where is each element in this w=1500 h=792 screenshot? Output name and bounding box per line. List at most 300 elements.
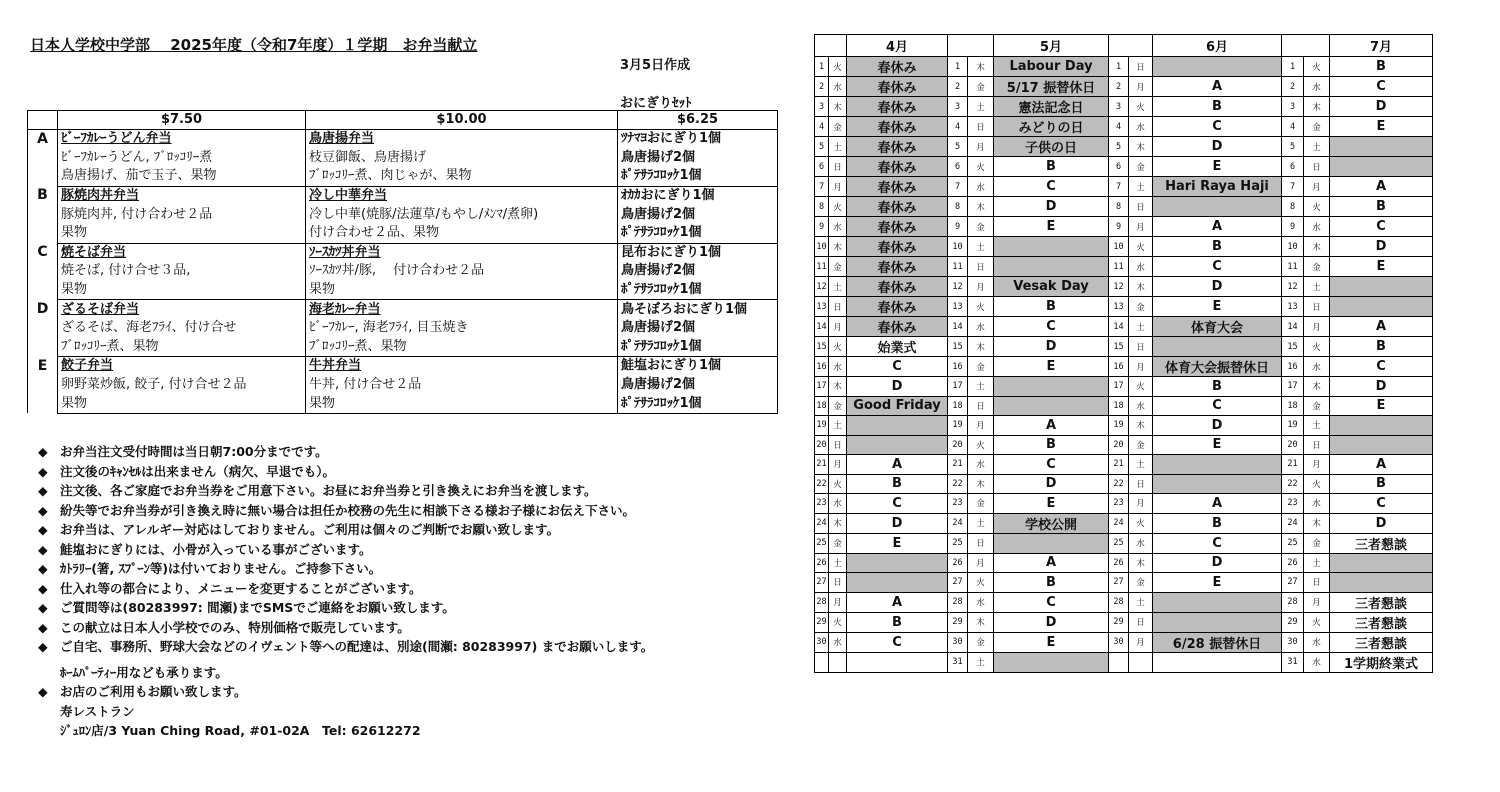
note-item [38,442,653,462]
day-number: 16 [815,357,829,377]
weekday: 水 [829,217,847,237]
weekday: 土 [829,553,847,573]
day-number: 7 [1109,177,1129,197]
weekday: 日 [1129,197,1153,217]
calendar-row [815,533,1433,553]
day-number: 17 [1282,377,1304,397]
weekday: 金 [1304,257,1330,277]
weekday: 日 [1304,157,1330,177]
day-menu: A [847,592,948,612]
day-number: 27 [948,573,968,593]
day-number: 28 [1109,592,1129,612]
day-number: 20 [815,435,829,455]
menu-cell: 鳥唐揚げ2個 [618,319,778,338]
bullet-icon: ◆ [38,541,48,557]
day-number: 7 [948,177,968,197]
day-menu: みどりの日 [994,117,1109,137]
day-number: 5 [1282,137,1304,157]
day-menu: C [994,317,1109,337]
bullet-icon: ◆ [38,463,48,479]
day-menu: E [847,533,948,553]
day-menu: D [1153,277,1282,297]
weekday: 月 [829,177,847,197]
month-header: 5月 [994,35,1109,57]
day-menu: D [994,612,1109,632]
weekday: 金 [1129,157,1153,177]
day-number: 5 [815,137,829,157]
day-number: 23 [815,494,829,514]
weekday: 木 [829,97,847,117]
day-menu: C [994,592,1109,612]
day-number: 3 [815,97,829,117]
day-menu [994,377,1109,397]
day-menu: 三者懇談 [1330,592,1433,612]
day-menu: D [847,513,948,533]
menu-row [28,167,778,186]
bullet-icon: ◆ [38,684,48,699]
day-menu [1330,297,1433,317]
bento-name: 豚焼肉丼弁当 [58,186,306,205]
day-number: 26 [948,553,968,573]
weekday: 火 [1304,474,1330,494]
note-text: お弁当注文受付時間は当日朝7:00分までです。 [60,444,328,459]
day-menu [1153,337,1282,357]
day-number: 15 [1109,337,1129,357]
day-number: 27 [1282,573,1304,593]
bullet-icon: ◆ [38,502,48,518]
menu-cell: 鳥唐揚げ2個 [618,149,778,168]
day-number: 9 [1109,217,1129,237]
day-menu: B [994,297,1109,317]
day-menu: A [1330,317,1433,337]
day-menu: C [1153,117,1282,137]
calendar-row [815,317,1433,337]
day-number: 14 [1109,317,1129,337]
day-number: 23 [948,494,968,514]
calendar-row [815,197,1433,217]
day-menu: 春休み [847,57,948,77]
day-menu [1153,652,1282,672]
bento-menu-table [27,110,778,414]
calendar-row [815,494,1433,514]
day-menu [847,652,948,672]
month-header-blank [1282,35,1330,57]
menu-cell: ﾌﾞﾛｯｺﾘｰ煮、果物 [58,338,306,357]
weekday: 月 [968,277,994,297]
day-menu: B [1330,197,1433,217]
day-number: 23 [1109,494,1129,514]
weekday: 金 [829,396,847,416]
day-menu [1330,435,1433,455]
note-item [38,598,653,618]
weekday: 日 [1129,337,1153,357]
weekday: 水 [1129,533,1153,553]
menu-cell: ﾎﾟﾃｻﾗｺﾛｯｹ1個 [618,338,778,357]
weekday: 日 [968,533,994,553]
month-header-blank [1109,35,1153,57]
weekday: 木 [1129,137,1153,157]
weekday: 土 [1304,416,1330,436]
weekday: 木 [968,612,994,632]
weekday: 火 [968,157,994,177]
day-menu: 三者懇談 [1330,612,1433,632]
weekday: 金 [1304,117,1330,137]
bento-name: ざるそば弁当 [58,300,306,319]
day-menu [1153,612,1282,632]
weekday: 水 [968,592,994,612]
menu-cell: ﾋﾞｰﾌｶﾚｰ, 海老ﾌﾗｲ, 目玉焼き [306,319,618,338]
day-number: 15 [1282,337,1304,357]
day-number: 24 [1109,513,1129,533]
weekday: 水 [1304,77,1330,97]
day-menu: Vesak Day [994,277,1109,297]
day-menu: B [994,573,1109,593]
note-item [38,481,653,501]
menu-cell: 鳥唐揚げ2個 [618,205,778,224]
day-menu [1330,277,1433,297]
day-number: 7 [1282,177,1304,197]
day-menu: B [994,435,1109,455]
menu-cell: ﾎﾟﾃｻﾗｺﾛｯｹ1個 [618,394,778,413]
weekday: 日 [1129,474,1153,494]
weekday: 火 [829,197,847,217]
day-menu: C [1330,217,1433,237]
day-number: 22 [948,474,968,494]
day-number: 23 [1282,494,1304,514]
bullet-icon: ◆ [38,639,48,654]
weekday: 金 [1304,533,1330,553]
day-number: 20 [1282,435,1304,455]
day-menu: 憲法記念日 [994,97,1109,117]
day-number: 1 [948,57,968,77]
day-number: 3 [1109,97,1129,117]
day-number: 24 [948,513,968,533]
note-item [38,618,653,638]
day-number: 22 [1282,474,1304,494]
weekday: 火 [1129,513,1153,533]
menu-row [28,205,778,224]
weekday: 月 [968,137,994,157]
menu-row [28,319,778,338]
menu-cell: ﾎﾟﾃｻﾗｺﾛｯｹ1個 [618,281,778,300]
party-note: ﾎｰﾑﾊﾟｰﾃｨｰ用なども承ります。 [60,664,228,680]
weekday: 日 [1304,573,1330,593]
day-menu: D [1153,416,1282,436]
day-menu: 春休み [847,257,948,277]
weekday [829,652,847,672]
notes-list [38,442,653,741]
menu-cell: ﾋﾞｰﾌｶﾚｰうどん, ﾌﾞﾛｯｺﾘｰ煮 [58,149,306,168]
day-menu [994,257,1109,277]
day-number: 21 [1109,455,1129,475]
weekday: 土 [1304,277,1330,297]
menu-cell: ﾂﾅﾏﾖおにぎり1個 [618,130,778,149]
menu-cell: ﾌﾞﾛｯｺﾘｰ煮、果物 [306,338,618,357]
calendar-row [815,435,1433,455]
calendar-row [815,97,1433,117]
day-number: 4 [815,117,829,137]
weekday: 月 [1129,494,1153,514]
day-number: 9 [815,217,829,237]
menu-row [28,186,778,205]
menu-set-label: C [28,243,58,300]
store-note: お店のご利用もお願い致します。 [60,684,247,699]
day-menu [1330,137,1433,157]
day-number: 29 [948,612,968,632]
page-title: 日本人学校中学部 2025年度（令和7年度）１学期 お弁当献立 [30,36,478,54]
bullet-icon: ◆ [38,561,48,576]
weekday: 木 [1304,237,1330,257]
weekday: 火 [829,57,847,77]
day-menu: A [994,553,1109,573]
day-number: 21 [815,455,829,475]
weekday: 水 [968,455,994,475]
note-text: この献立は日本人小学校でのみ、特別価格で販売しています。 [60,619,410,635]
bento-name: 冷し中華弁当 [306,186,618,205]
day-number: 25 [1282,533,1304,553]
day-menu: 春休み [847,237,948,257]
bento-name: 牛丼弁当 [306,357,618,376]
day-menu: E [994,632,1109,652]
day-menu: D [1330,513,1433,533]
calendar-row [815,357,1433,377]
menu-set-label: B [28,186,58,243]
note-text: 鮭塩おにぎりには、小骨が入っている事がございます。 [60,541,372,557]
day-menu: E [1330,117,1433,137]
weekday: 木 [1129,553,1153,573]
weekday: 金 [829,257,847,277]
price-header: $10.00 [306,111,618,130]
day-number: 19 [815,416,829,436]
day-number: 4 [1109,117,1129,137]
day-number: 19 [1282,416,1304,436]
note-item [38,579,653,599]
weekday: 金 [968,217,994,237]
calendar-row [815,177,1433,197]
weekday: 金 [1129,435,1153,455]
calendar-row [815,513,1433,533]
menu-row [28,149,778,168]
calendar-row [815,337,1433,357]
weekday: 土 [968,652,994,672]
day-menu: 春休み [847,317,948,337]
day-menu: 春休み [847,177,948,197]
day-menu: E [1153,157,1282,177]
day-menu [994,396,1109,416]
day-number: 10 [1282,237,1304,257]
day-number: 27 [815,573,829,593]
bullet-icon: ◆ [38,522,48,537]
day-number: 21 [948,455,968,475]
weekday: 金 [968,494,994,514]
day-number: 12 [948,277,968,297]
month-header-blank [948,35,994,57]
day-number: 1 [1282,57,1304,77]
weekday: 土 [968,377,994,397]
menu-cell: 鳥唐揚げ、茄で玉子、果物 [58,167,306,186]
menu-cell: ﾌﾞﾛｯｺﾘｰ煮、肉じゃが、果物 [306,167,618,186]
weekday: 火 [1304,612,1330,632]
calendar-row [815,157,1433,177]
day-number: 26 [815,553,829,573]
day-menu: E [994,357,1109,377]
bento-name: 鳥唐揚弁当 [306,130,618,149]
day-number: 2 [1282,77,1304,97]
day-number: 28 [815,592,829,612]
weekday: 土 [1129,592,1153,612]
weekday: 水 [1304,494,1330,514]
day-number: 19 [948,416,968,436]
menu-cell: 昆布おにぎり1個 [618,243,778,262]
weekday: 金 [829,117,847,137]
menu-cell: 鳥唐揚げ2個 [618,376,778,395]
menu-cell: 鳥そぼろおにぎり1個 [618,300,778,319]
day-number: 11 [815,257,829,277]
weekday: 土 [968,237,994,257]
note-item [38,559,653,579]
weekday: 月 [1129,217,1153,237]
weekday: 木 [829,237,847,257]
weekday: 日 [968,396,994,416]
day-number: 8 [948,197,968,217]
bento-name: ﾋﾞｰﾌｶﾚｰうどん弁当 [58,130,306,149]
day-menu: C [847,494,948,514]
weekday: 金 [968,357,994,377]
note-text: ご質問等は(80283997: 間瀬)までSMSでご連絡をお願い致します。 [60,600,455,615]
menu-cell: ﾎﾟﾃｻﾗｺﾛｯｹ1個 [618,167,778,186]
calendar-row [815,237,1433,257]
menu-cell: 豚焼肉丼, 付け合わせ２品 [58,205,306,224]
menu-cell: 付け合わせ２品、果物 [306,224,618,243]
note-text: 注文後、各ご家庭でお弁当券をご用意下さい。お昼にお弁当券と引き換えにお弁当を渡します。 [60,483,597,498]
day-menu: 春休み [847,217,948,237]
day-number: 11 [948,257,968,277]
day-menu [1153,197,1282,217]
restaurant-name: 寿レストラン [60,703,135,719]
weekday: 土 [829,416,847,436]
day-menu: D [994,197,1109,217]
menu-row [28,376,778,395]
day-number: 11 [1282,257,1304,277]
weekday: 月 [1129,357,1153,377]
day-number: 20 [948,435,968,455]
weekday: 日 [829,157,847,177]
menu-row [28,243,778,262]
day-menu: C [994,177,1109,197]
day-menu: A [847,455,948,475]
bento-name: ｿｰｽｶﾂ丼弁当 [306,243,618,262]
month-header: 4月 [847,35,948,57]
weekday: 火 [1304,57,1330,77]
day-number: 30 [948,632,968,652]
day-menu [1153,57,1282,77]
menu-cell: 果物 [58,281,306,300]
weekday: 日 [1129,612,1153,632]
price-header: $6.25 [618,111,778,130]
day-number: 4 [1282,117,1304,137]
weekday: 土 [1129,177,1153,197]
day-menu: 1学期終業式 [1330,652,1433,672]
day-number: 31 [1282,652,1304,672]
day-menu: B [1153,377,1282,397]
day-number [815,652,829,672]
day-number: 13 [815,297,829,317]
note-item [38,501,653,521]
day-menu: A [1153,494,1282,514]
day-menu: 体育大会振替休日 [1153,357,1282,377]
day-number: 18 [1282,396,1304,416]
calendar-row [815,652,1433,672]
day-menu: E [994,494,1109,514]
day-menu [1153,455,1282,475]
day-menu: C [1153,257,1282,277]
day-menu [847,573,948,593]
day-number: 3 [948,97,968,117]
day-menu [1330,573,1433,593]
day-menu: D [1330,377,1433,397]
created-date: 3月5日作成 [620,58,691,73]
weekday: 月 [829,592,847,612]
day-menu: Good Friday [847,396,948,416]
weekday: 土 [1304,553,1330,573]
day-number: 9 [948,217,968,237]
menu-cell: ざるそば、海老ﾌﾗｲ、付け合せ [58,319,306,338]
menu-row [28,300,778,319]
menu-cell: ｿｰｽｶﾂ丼/豚, 付け合わせ２品 [306,262,618,281]
day-number: 31 [948,652,968,672]
weekday: 火 [968,435,994,455]
day-menu [1153,474,1282,494]
restaurant-address: ｼﾞｭﾛﾝ店/3 Yuan Ching Road, #01-02A Tel: 62612272 [60,723,421,738]
day-menu: C [1330,494,1433,514]
header-blank [28,111,58,130]
day-number: 1 [815,57,829,77]
note-text: 紛失等でお弁当券が引き換え時に無い場合は担任か校務の先生に相談下さる様お子様にお伝え下さい。 [60,502,636,518]
weekday: 金 [1129,573,1153,593]
bullet-icon: ◆ [38,619,48,635]
note-text: 仕入れ等の都合により、メニューを変更することがございます。 [60,580,422,596]
day-number: 30 [1282,632,1304,652]
day-number: 15 [815,337,829,357]
day-number: 26 [1282,553,1304,573]
day-menu: E [1153,297,1282,317]
weekday: 日 [1304,435,1330,455]
day-menu: 春休み [847,277,948,297]
weekday: 月 [829,317,847,337]
day-number: 2 [1109,77,1129,97]
weekday: 水 [1129,396,1153,416]
calendar-row [815,217,1433,237]
day-menu: C [1153,396,1282,416]
weekday: 木 [1129,277,1153,297]
month-header: 6月 [1153,35,1282,57]
day-number: 25 [1109,533,1129,553]
day-number: 4 [948,117,968,137]
day-menu: D [1330,237,1433,257]
bullet-icon: ◆ [38,444,48,459]
weekday: 木 [968,57,994,77]
calendar-row [815,632,1433,652]
day-number: 12 [815,277,829,297]
calendar-row [815,592,1433,612]
weekday: 金 [968,632,994,652]
weekday: 火 [968,573,994,593]
menu-cell: 鮭塩おにぎり1個 [618,357,778,376]
day-menu: D [994,474,1109,494]
calendar-row [815,474,1433,494]
menu-cell: ｵｶｶおにぎり1個 [618,186,778,205]
day-number: 22 [815,474,829,494]
